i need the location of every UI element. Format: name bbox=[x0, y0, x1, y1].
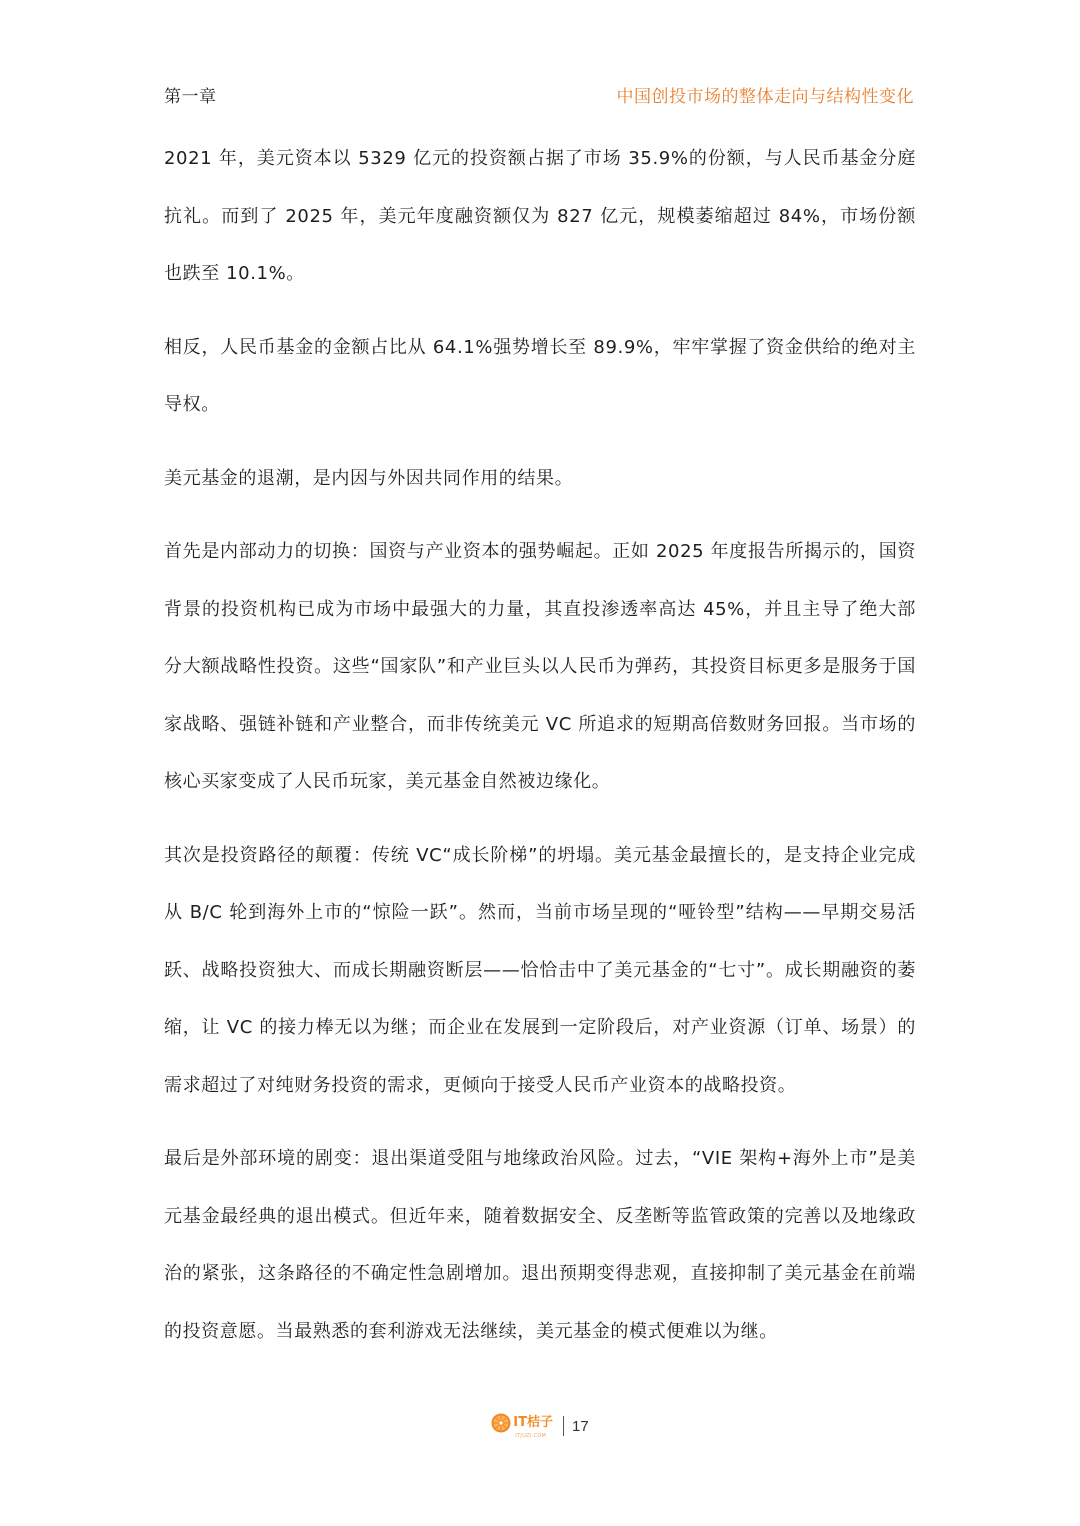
paragraph-3: 美元基金的退潮，是内因与外因共同作用的结果。 bbox=[164, 467, 574, 489]
paragraph-1: 2021 年，美元资本以 5329 亿元的投资额占据了市场 35.9%的份额，与人民币基金分庭抗礼。而到了 2025 年，美元年度融资额仅为 827 亿元，规模萎缩超过 84%，市场份额也跌至 10.1%。 bbox=[164, 148, 916, 284]
paragraph-5: 其次是投资路径的颠覆：传统 VC“成长阶梯”的坍塌。美元基金最擅长的，是支持企业完成从 B/C 轮到海外上市的“惊险一跃”。然而，当前市场呈现的“哑铃型”结构——早期交易活跃、战略投资独大、而成长期融资断层——恰恰击中了美元基金的“七寸”。成长期融资的萎缩，让 VC 的接力棒无以为继；而企业在发展到一定阶段后，对产业资源（订单、场景）的需求超过了对纯财务投资的需求，更倾向于接受人民币产业资本的战略投资。 bbox=[164, 844, 916, 1096]
footer-divider bbox=[563, 1416, 564, 1436]
brand-logo bbox=[491, 1413, 553, 1439]
chapter-label: 第一章 bbox=[164, 86, 217, 107]
logo-subtext: ITJUZI.COM bbox=[515, 1433, 547, 1439]
article-body bbox=[164, 130, 916, 1376]
logo-text: IT桔子 bbox=[513, 1415, 554, 1430]
page-number: 17 bbox=[572, 1417, 589, 1435]
paragraph-2: 相反，人民币基金的金额占比从 64.1%强势增长至 89.9%，牢牢掌握了资金供给的绝对主导权。 bbox=[164, 336, 916, 415]
paragraph-6: 最后是外部环境的剧变：退出渠道受阻与地缘政治风险。过去，“VIE 架构+海外上市”是美元基金最经典的退出模式。但近年来，随着数据安全、反垄断等监管政策的完善以及地缘政治的紧张，这条路径的不确定性急剧增加。退出预期变得悲观，直接抑制了美元基金在前端的投资意愿。当最熟悉的套利游戏无法继续，美元基金的模式便难以为继。 bbox=[164, 1148, 916, 1342]
orange-slice-icon bbox=[491, 1413, 511, 1433]
paragraph-4: 首先是内部动力的切换：国资与产业资本的强势崛起。正如 2025 年度报告所揭示的，国资背景的投资机构已成为市场中最强大的力量，其直投渗透率高达 45%，并且主导了绝大部分大额战略性投资。这些“国家队”和产业巨头以人民币为弹药，其投资目标更多是服务于国家战略、强链补链和产业整合，而非传统美元 VC 所追求的短期高倍数财务回报。当市场的核心买家变成了人民币玩家，美元基金自然被边缘化。 bbox=[164, 541, 916, 792]
section-title: 中国创投市场的整体走向与结构性变化 bbox=[616, 86, 914, 107]
page-footer bbox=[0, 1406, 1080, 1446]
page-header bbox=[164, 82, 914, 106]
